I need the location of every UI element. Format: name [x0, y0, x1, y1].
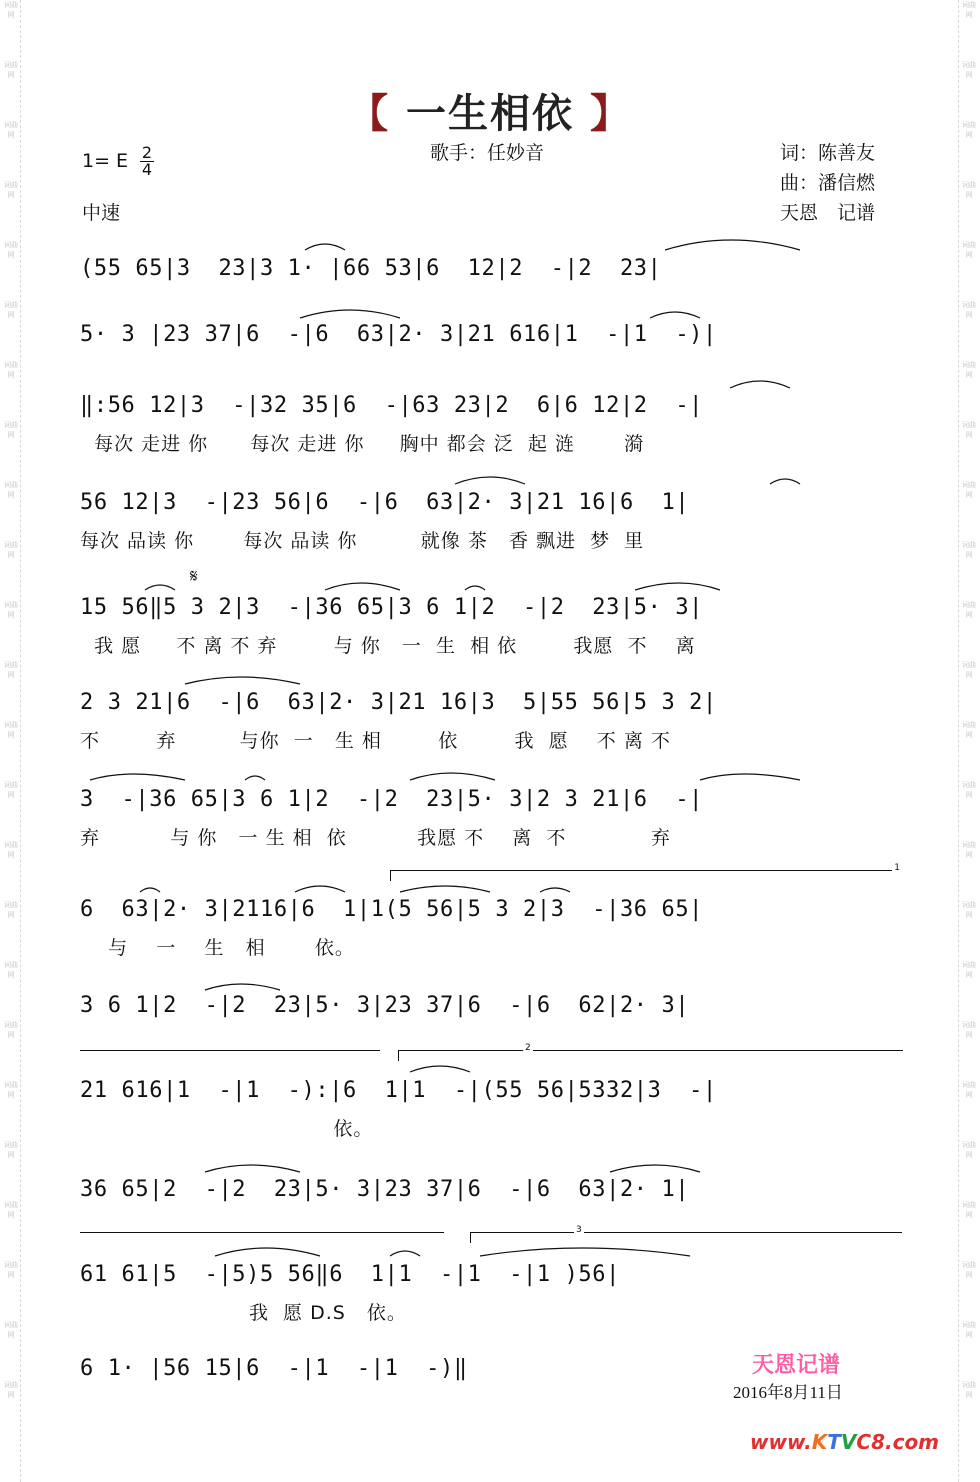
- site-part-4: C8.com: [856, 1430, 940, 1454]
- lyric-line: 依。: [80, 1118, 374, 1140]
- watermark-text: 词曲网: [962, 1, 976, 19]
- watermark-text: 词曲网: [4, 541, 18, 559]
- watermark-text: 词曲网: [4, 481, 18, 499]
- watermark-text: 词曲网: [4, 1201, 18, 1219]
- site-watermark: [750, 1430, 939, 1454]
- watermark-text: 词曲网: [962, 301, 976, 319]
- watermark-text: 词曲网: [962, 361, 976, 379]
- watermark-text: 词曲网: [962, 781, 976, 799]
- watermark-text: 词曲网: [962, 181, 976, 199]
- site-part-0: www.: [750, 1430, 812, 1454]
- watermark-text: 词曲网: [962, 1081, 976, 1099]
- volta-3-label: 3: [576, 1225, 582, 1235]
- watermark-text: 词曲网: [4, 1141, 18, 1159]
- watermark-text: 词曲网: [4, 1381, 18, 1399]
- lyric-line: 与 一 生 相 依。: [80, 937, 355, 959]
- transcription-date: 2016年8月11日: [733, 1383, 843, 1402]
- watermark-text: 词曲网: [4, 721, 18, 739]
- watermark-text: 词曲网: [4, 841, 18, 859]
- watermark-text: 词曲网: [962, 661, 976, 679]
- volta-1-label: 1: [894, 863, 900, 873]
- title-text: 一生相依: [406, 91, 574, 137]
- notation-line: 6 1· |56 15|6 -|1 -|1 -)‖: [80, 1356, 468, 1381]
- watermark-text: 词曲网: [4, 1261, 18, 1279]
- lyric-line: 每次 品读 你 每次 品读 你 就像 茶 香 飘进 梦 里: [80, 530, 645, 552]
- lyric-line: 每次 走进 你 每次 走进 你 胸中 都会 泛 起 涟 漪: [80, 433, 645, 455]
- title-bracket-close: 】: [589, 91, 632, 137]
- watermark-text: 词曲网: [962, 1321, 976, 1339]
- watermark-text: 词曲网: [4, 1081, 18, 1099]
- watermark-text: 词曲网: [4, 1021, 18, 1039]
- watermark-text: 词曲网: [962, 841, 976, 859]
- lyricist: 词：陈善友: [780, 142, 876, 164]
- watermark-text: 词曲网: [4, 901, 18, 919]
- notation-line: 15 56‖5 3 2|3 -|36 65|3 6 1|2 -|2 23|5· 3|: [80, 595, 704, 620]
- watermark-text: 词曲网: [4, 661, 18, 679]
- transcriber: 天恩 记谱: [780, 202, 876, 224]
- watermark-text: 词曲网: [962, 901, 976, 919]
- watermark-text: 词曲网: [4, 1321, 18, 1339]
- lyric-line: 不 弃 与你 一 生 相 依 我 愿 不 离 不: [80, 730, 671, 752]
- watermark-text: 词曲网: [962, 421, 976, 439]
- watermark-text: 词曲网: [962, 481, 976, 499]
- watermark-text: 词曲网: [962, 1141, 976, 1159]
- singer: 歌手：任妙音: [430, 142, 545, 164]
- lyric-line: 弃 与 你 一 生 相 依 我愿 不 离 不 弃: [80, 827, 671, 849]
- watermark-text: 词曲网: [962, 961, 976, 979]
- watermark-text: 词曲网: [4, 421, 18, 439]
- notation-line: 2 3 21|6 -|6 63|2· 3|21 16|3 5|55 56|5 3 2|: [80, 690, 717, 715]
- watermark-text: 词曲网: [4, 961, 18, 979]
- watermark-text: 词曲网: [962, 241, 976, 259]
- notation-line: 6 63|2· 3|2116|6 1|1(5 56|5 3 2|3 -|36 65|: [80, 897, 704, 922]
- watermark-text: 词曲网: [962, 61, 976, 79]
- notation-line: 21 616|1 -|1 -):|6 1|1 -|(55 56|5332|3 -|: [80, 1078, 717, 1103]
- notation-line: 3 6 1|2 -|2 23|5· 3|23 37|6 -|6 62|2· 3|: [80, 993, 690, 1018]
- site-part-2: T: [827, 1430, 841, 1454]
- watermark-text: 词曲网: [962, 1381, 976, 1399]
- site-part-1: K: [811, 1430, 828, 1454]
- notation-line: (55 65|3 23|3 1· |66 53|6 12|2 -|2 23|: [80, 256, 662, 281]
- watermark-text: 词曲网: [962, 121, 976, 139]
- key-signature: 1= E: [82, 150, 129, 172]
- tempo-marking: 中速: [82, 202, 121, 224]
- lyric-line: 我 愿 D.S 依。: [80, 1302, 407, 1324]
- watermark-text: 词曲网: [4, 121, 18, 139]
- watermark-text: 词曲网: [4, 61, 18, 79]
- transcriber-signature: 天恩记谱: [752, 1353, 841, 1378]
- watermark-text: 词曲网: [4, 781, 18, 799]
- time-sig-bottom: 4: [141, 160, 153, 179]
- watermark-text: 词曲网: [4, 601, 18, 619]
- watermark-text: 词曲网: [4, 361, 18, 379]
- watermark-text: 词曲网: [4, 1, 18, 19]
- notation-line: 5· 3 |23 37|6 -|6 63|2· 3|21 616|1 -|1 -)|: [80, 322, 717, 347]
- notation-line: ‖:56 12|3 -|32 35|6 -|63 23|2 6|6 12|2 -|: [80, 393, 704, 418]
- watermark-text: 词曲网: [962, 601, 976, 619]
- watermark-text: 词曲网: [4, 241, 18, 259]
- title-bracket-open: 【: [348, 91, 391, 137]
- segno-sign: 𝄋: [190, 566, 198, 587]
- lyric-line: 我 愿 不 离 不 弃 与 你 一 生 相 依 我愿 不 离: [80, 635, 696, 657]
- watermark-text: 词曲网: [4, 301, 18, 319]
- notation-line: 56 12|3 -|23 56|6 -|6 63|2· 3|21 16|6 1|: [80, 490, 690, 515]
- watermark-text: 词曲网: [962, 1201, 976, 1219]
- watermark-text: 词曲网: [962, 1021, 976, 1039]
- notation-line: 61 61|5 -|5)5 56‖6 1|1 -|1 -|1 )56|: [80, 1262, 620, 1287]
- time-sig-top: 2: [141, 143, 153, 162]
- watermark-text: 词曲网: [962, 541, 976, 559]
- composer: 曲：潘信燃: [780, 172, 876, 194]
- watermark-text: 词曲网: [4, 181, 18, 199]
- notation-line: 36 65|2 -|2 23|5· 3|23 37|6 -|6 63|2· 1|: [80, 1177, 690, 1202]
- site-part-3: V: [840, 1430, 857, 1454]
- watermark-text: 词曲网: [962, 721, 976, 739]
- watermark-text: 词曲网: [962, 1261, 976, 1279]
- notation-line: 3 -|36 65|3 6 1|2 -|2 23|5· 3|2 3 21|6 -|: [80, 787, 704, 812]
- volta-2-label: 2: [525, 1043, 531, 1053]
